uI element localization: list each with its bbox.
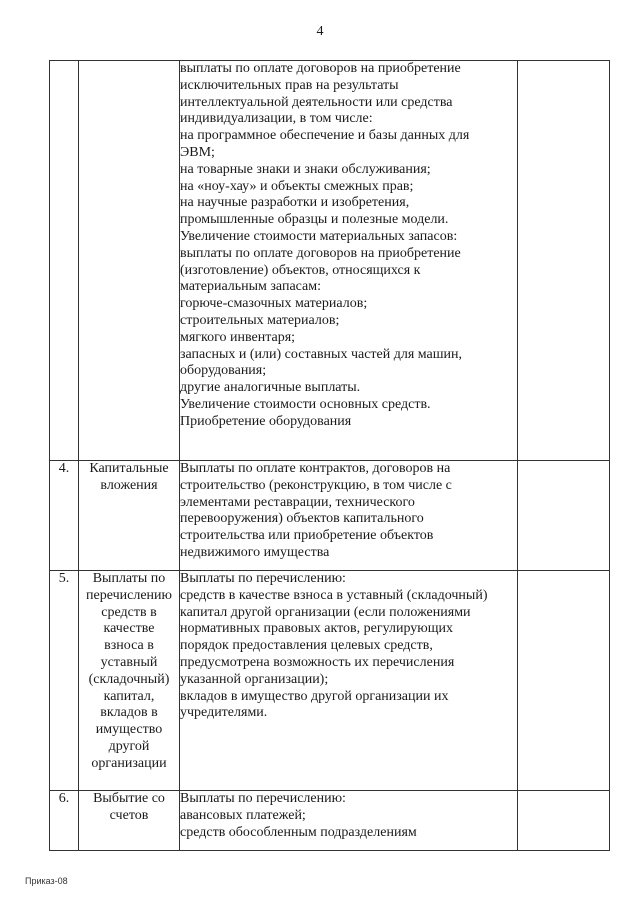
description-line: индивидуализации, в том числе: [180,111,373,127]
description-line: Увеличение стоимости материальных запасов: [180,228,458,244]
description-line: недвижимого имущества [180,544,330,560]
description-line: строительных материалов; [180,312,340,328]
description-line: (изготовление) объектов, относящихся к [180,262,421,278]
description-line: средств в качестве взноса в уставный (складочный) [180,587,488,603]
page-number: 4 [316,24,324,39]
row-extra-cell [518,571,610,791]
description-line: выплаты по оплате договоров на приобретение [180,245,461,261]
description-line: другие аналогичные выплаты. [180,380,361,396]
row-number-cell: 4. [50,461,79,571]
name-line: Выбытие со [93,791,165,806]
name-line: имущество [95,722,163,738]
description-line: авансовых платежей; [180,807,306,823]
row-extra-cell [518,61,610,461]
description-line: средств обособленным подразделениям [180,824,417,840]
row-name-cell [79,791,180,851]
description-line: оборудования; [180,363,267,379]
row-name-cell [79,571,180,791]
description-line: Выплаты по оплате контрактов, договоров на [180,461,451,476]
name-line: Капитальные [89,461,169,476]
name-line: вкладов в [100,705,158,721]
description-line: на товарные знаки и знаки обслуживания; [180,161,431,177]
name-line: перечислению [86,587,172,603]
description-line: вкладов в имущество другой организации их [180,688,449,704]
description-line: перевооружения) объектов капитального [180,511,424,527]
description-line: Приобретение оборудования [180,413,352,429]
description-line: Выплаты по перечислению: [180,571,346,586]
description-line: предусмотрена возможность их перечисления [180,654,455,670]
description-line: Выплаты по перечислению: [180,791,346,806]
name-line: средств в [101,604,157,620]
table-row [50,571,610,791]
row-name-cell [79,61,180,461]
description-line: строительства или приобретение объектов [180,528,434,544]
row-extra-cell [518,461,610,571]
table-row [50,461,610,571]
expenditure-table [49,60,610,851]
description-line: интеллектуальной деятельности или средства [180,94,453,110]
description-line: выплаты по оплате договоров на приобретение [180,61,461,76]
row-description-cell [180,61,518,461]
name-line: организации [91,755,167,771]
description-line: на научные разработки и изобретения, [180,195,410,211]
description-line: указанной организации); [180,671,329,687]
description-line: запасных и (или) составных частей для машин, [180,346,463,362]
description-line: промышленные образцы и полезные модели. [180,212,449,228]
name-line: счетов [109,807,149,823]
description-line: на «ноу-хау» и объекты смежных прав; [180,178,414,194]
name-line: (складочный) [88,671,170,687]
description-line: исключительных прав на результаты [180,77,399,93]
description-line: материальным запасам: [180,279,322,295]
name-line: взноса в [104,638,154,654]
description-line: ЭВМ; [180,144,215,160]
description-line: учредителями. [180,705,268,721]
row-description-cell [180,571,518,791]
description-line: порядок предоставления целевых средств, [180,638,433,654]
description-line: на программное обеспечение и базы данных для [180,128,470,144]
description-line: горюче-смазочных материалов; [180,296,368,312]
name-line: Выплаты по [92,571,166,586]
document-footer: Приказ-08 [25,876,68,886]
description-line: мягкого инвентаря; [180,329,296,345]
name-line: вложения [100,477,158,493]
table-row [50,791,610,851]
row-extra-cell [518,791,610,851]
description-line: элементами реставрации, технического [180,494,415,510]
description-line: строительство (реконструкцию, в том числе с [180,477,452,493]
row-number-cell: 5. [50,571,79,791]
name-line: другой [108,738,150,754]
row-name-cell [79,461,180,571]
description-line: капитал другой организации (если положениями [180,604,471,620]
description-line: Увеличение стоимости основных средств. [180,396,431,412]
row-description-cell [180,791,518,851]
name-line: уставный [100,654,158,670]
table-row [50,61,610,461]
name-line: качестве [103,621,155,637]
description-line: нормативных правовых актов, регулирующих [180,621,453,637]
row-number-cell: 6. [50,791,79,851]
row-description-cell [180,461,518,571]
row-number-cell [50,61,79,461]
name-line: капитал, [103,688,155,704]
